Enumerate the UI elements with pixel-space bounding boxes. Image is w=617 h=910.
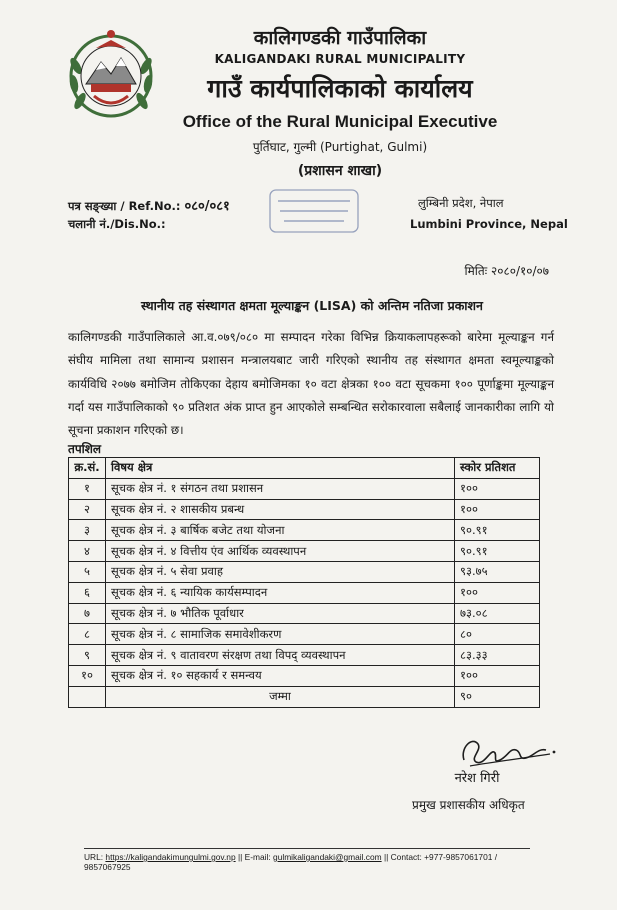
- row-score: १००: [455, 582, 540, 603]
- email-link[interactable]: gulmikaligandaki@gmail.com: [273, 852, 382, 862]
- row-area: सूचक क्षेत्र नं. २ शासकीय प्रबन्ध: [106, 499, 455, 520]
- table-header-row: [69, 458, 540, 479]
- row-score: ९०.९१: [455, 520, 540, 541]
- row-area: सूचक क्षेत्र नं. ५ सेवा प्रवाह: [106, 561, 455, 582]
- row-serial: ९: [69, 645, 106, 666]
- notice-body: कालिगण्डकी गाउँपालिकाले आ.व.०७९/०८० मा सम्पादन गरेका विभिन्न क्रियाकलापहरूको बारेमा मूल्याङ्कन गर्न संघीय मामिला तथा सामान्य प्रशासन मन्त्रालयबाट जारी गरिएको स्थानीय तह संस्थागत क्षमता स्वमूल्याङ्कको कार्यविधि २०७७ बमोजिम तोकिएका देहाय बमोजिमका १० वटा क्षेत्रका १०० वटा सूचकमा १०० पूर्णाङ्कमा मूल्याङ्कन गर्दा यस गाउँपालिकाको ९० प्रतिशत अंक प्राप्त हुन आएकोले सम्बन्धित सरोकारवाला सबैलाई जानकारीका लागि यो सूचना प्रकाशन गरिएको छ।: [68, 330, 554, 438]
- footer-divider: [84, 848, 530, 849]
- row-score: १००: [455, 665, 540, 686]
- row-area: सूचक क्षेत्र नं. ९ वातावरण संरक्षण तथा विपद् व्यवस्थापन: [106, 645, 455, 666]
- handwritten-signature: [450, 730, 560, 770]
- website-link[interactable]: https://kaligandakimungulmi.gov.np: [105, 852, 236, 862]
- row-area: सूचक क्षेत्र नं. १ संगठन तथा प्रशासन: [106, 478, 455, 499]
- office-address: पुर्तिघाट, गुल्मी (Purtighat, Gulmi): [252, 140, 428, 154]
- footer-url-label: URL:: [84, 852, 104, 862]
- row-score: १००: [455, 478, 540, 499]
- row-score: १००: [455, 499, 540, 520]
- row-score: ९०.९१: [455, 541, 540, 562]
- row-serial: ४: [69, 541, 106, 562]
- table-row: [69, 541, 540, 562]
- row-serial: १: [69, 478, 106, 499]
- table-row: [69, 520, 540, 541]
- ref-value: ०८०/०८१: [184, 199, 230, 214]
- section-name: (प्रशासन शाखा): [297, 163, 383, 179]
- signatory-title: प्रमुख प्रशासकीय अधिकृत: [412, 798, 525, 812]
- row-area: सूचक क्षेत्र नं. ६ न्यायिक कार्यसम्पादन: [106, 582, 455, 603]
- header-serial: क्र.सं.: [69, 458, 106, 479]
- total-blank-cell: [69, 686, 106, 707]
- table-row: [69, 624, 540, 645]
- row-serial: ५: [69, 561, 106, 582]
- row-area: सूचक क्षेत्र नं. ३ बार्षिक बजेट तथा योजना: [106, 520, 455, 541]
- table-row: [69, 603, 540, 624]
- table-row: [69, 582, 540, 603]
- notice-subject: स्थानीय तह संस्थागत क्षमता मूल्याङ्कन (LISA) को अन्तिम नतिजा प्रकाशन: [141, 298, 483, 313]
- municipality-emblem-logo: [66, 26, 156, 122]
- score-table: [68, 457, 540, 708]
- row-area: सूचक क्षेत्र नं. १० सहकार्य र समन्वय: [106, 665, 455, 686]
- table-total-row: [69, 686, 540, 707]
- table-row: [69, 478, 540, 499]
- municipality-name-english: KALIGANDAKI RURAL MUNICIPALITY: [214, 52, 466, 66]
- letter-date: मितिः २०८०/१०/०७: [464, 264, 549, 278]
- footer-email-label: || E-mail:: [237, 852, 271, 862]
- table-row: [69, 499, 540, 520]
- office-name-english: Office of the Rural Municipal Executive: [182, 112, 498, 131]
- municipality-name-nepali: कालिगण्डकी गाउँपालिका: [253, 27, 427, 49]
- row-area: सूचक क्षेत्र नं. ७ भौतिक पूर्वाधार: [106, 603, 455, 624]
- row-serial: ८: [69, 624, 106, 645]
- row-serial: ७: [69, 603, 106, 624]
- row-area: सूचक क्षेत्र नं. ८ सामाजिक समावेशीकरण: [106, 624, 455, 645]
- reference-number: [68, 196, 230, 214]
- ref-label: पत्र सङ्ख्या / Ref.No.:: [68, 199, 181, 213]
- row-serial: ६: [69, 582, 106, 603]
- province-nepali: लुम्बिनी प्रदेश, नेपाल: [418, 196, 504, 210]
- total-label: जम्मा: [106, 686, 455, 707]
- office-name-nepali: गाउँ कार्यपालिकाको कार्यालय: [207, 74, 473, 103]
- footer-phone: || Contact: +977-9857061701 / 9857067925: [84, 852, 498, 872]
- row-score: ८३.३३: [455, 645, 540, 666]
- row-score: ९३.७५: [455, 561, 540, 582]
- header-score: स्कोर प्रतिशत: [455, 458, 540, 479]
- table-row: [69, 561, 540, 582]
- dispatch-number: चलानी नं./Dis.No.:: [68, 217, 166, 231]
- table-row: [69, 665, 540, 686]
- total-value: ९०: [455, 686, 540, 707]
- footer-contact: [84, 852, 544, 872]
- header-area: विषय क्षेत्र: [106, 458, 455, 479]
- row-serial: ३: [69, 520, 106, 541]
- office-stamp: [268, 188, 360, 234]
- row-score: ७३.०८: [455, 603, 540, 624]
- row-score: ८०: [455, 624, 540, 645]
- row-serial: १०: [69, 665, 106, 686]
- details-heading: तपशिल: [68, 442, 102, 456]
- signatory-name: नरेश गिरी: [454, 771, 500, 786]
- province-english: Lumbini Province, Nepal: [410, 217, 568, 231]
- row-serial: २: [69, 499, 106, 520]
- table-row: [69, 645, 540, 666]
- row-area: सूचक क्षेत्र नं. ४ वित्तीय एंव आर्थिक व्यवस्थापन: [106, 541, 455, 562]
